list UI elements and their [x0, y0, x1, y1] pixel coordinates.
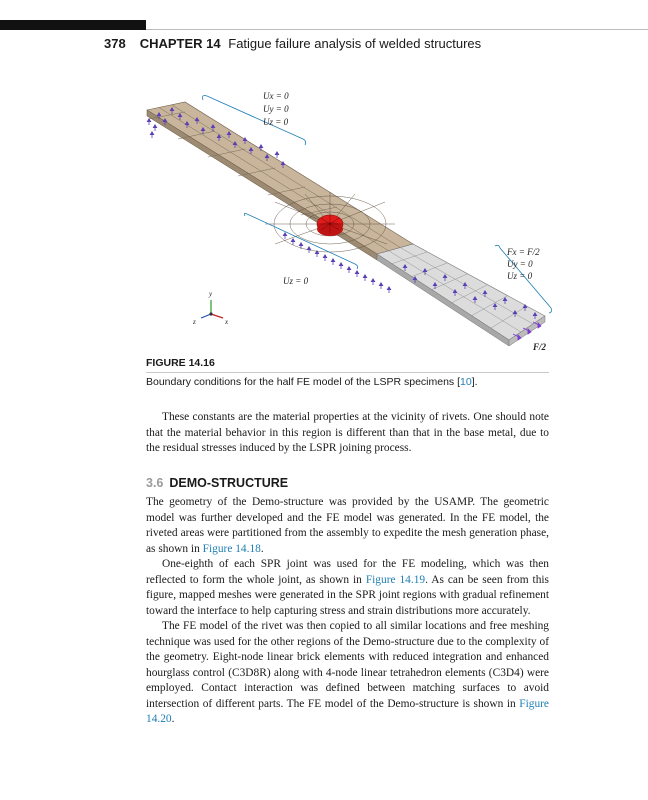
load-label: F/2	[533, 342, 547, 352]
axis-z-label: z	[193, 318, 196, 326]
chapter-title: Fatigue failure analysis of welded structures	[228, 36, 482, 51]
section-body	[146, 495, 549, 728]
axis-y-label: y	[209, 290, 213, 298]
header-rule	[146, 29, 648, 30]
section-heading	[146, 476, 288, 490]
running-header	[104, 36, 481, 51]
bc-braces	[203, 96, 552, 314]
bc-right-uz: Uz = 0	[507, 271, 533, 281]
axis-triad	[201, 300, 223, 318]
bc-left-ux: Ux = 0	[263, 91, 289, 101]
section-title: DEMO-STRUCTURE	[169, 476, 289, 490]
section-number: 3.6	[146, 476, 164, 490]
figure-14-20-link[interactable]: Figure 14.20	[146, 697, 549, 725]
paragraph-1: The geometry of the Demo-structure was provided by the USAMP. The geometric model was further developed and the FE model was generated. In the FE model, the riveted areas were partitioned from the assembly to expedite the mesh generation phase, as shown in Figure 14.18.	[146, 496, 549, 555]
chapter-label: CHAPTER 14	[139, 36, 221, 51]
page-number: 378	[104, 36, 126, 51]
fe-model-figure	[145, 84, 555, 356]
figure-label: FIGURE 14.16	[146, 357, 215, 369]
paragraph-3: The FE model of the rivet was then copied to all similar locations and free meshing technique was used for the other regions of the Demo-structure due to the complexity of the geometry. Eight-node linear brick elements with reduced integration and enhanced hourglass control (C3D8R) along with 4-node linear tetrahedron elements (C3D4) were employed. Contact interaction was defined between matching surfaces to avoid intersection of different parts. The FE model of the Demo-structure is shown in Figure 14.20.	[146, 620, 549, 725]
bc-right-fx: Fx = F/2	[507, 247, 540, 257]
bc-mid-uz: Uz = 0	[283, 276, 309, 286]
bc-left-uz: Uz = 0	[263, 117, 289, 127]
caption-ref-link[interactable]: 10	[460, 376, 472, 388]
intro-paragraph: These constants are the material properties at the vicinity of rivets. One should note that the material behavior in this region is different than that in the base metal, due to the residual stresses induced by the LSPR joining process.	[146, 411, 549, 454]
rivet	[317, 215, 343, 236]
figure-14-19-link[interactable]: Figure 14.19	[365, 573, 426, 586]
paragraph-2: One-eighth of each SPR joint was used for the FE modeling, which was then reflected to form the whole joint, as shown in Figure 14.19. As can be seen from this figure, mapped meshes were generated in the SPR joint regions with gradual refinement toward the interface to help capturing stress and strain distributions more accurately.	[146, 558, 549, 617]
figure-14-18-link[interactable]: Figure 14.18	[202, 542, 261, 555]
header-bar	[0, 20, 146, 30]
bc-left-uy: Uy = 0	[263, 104, 289, 114]
figure-rule	[146, 372, 549, 373]
figure-caption: Boundary conditions for the half FE model of the LSPR specimens [10].	[146, 376, 478, 388]
axis-x-label: x	[225, 318, 229, 326]
bc-right-uy: Uy = 0	[507, 259, 533, 269]
